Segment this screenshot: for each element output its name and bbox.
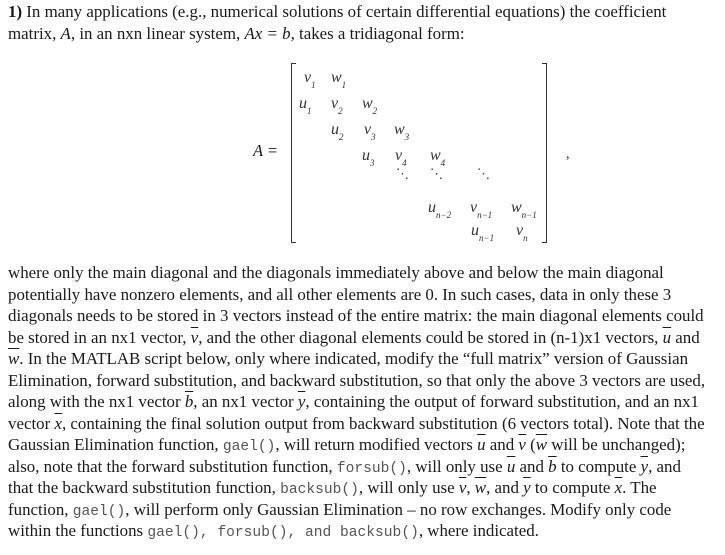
body-line: potentially have nonzero elements, and all other elements are 0. In such cases, data in only these 3 [8, 284, 672, 304]
matrix-entry: $w_3$ [394, 121, 410, 143]
matrix-entry: $w_1$ [331, 69, 347, 91]
body-line: Gaussian Elimination function, gael(), will return modified vectors $\overline{u}$ and $\overline{v}$ ($\overline{w}$ will be unchanged); [8, 435, 686, 455]
matrix-entry: $w_{n-1}$ [511, 199, 537, 221]
body-line: vector $\overline{x}$, containing the final solution output from backward substitution (6 vectors total). Note that the [8, 413, 705, 433]
body-paragraph [8, 262, 705, 542]
matrix-bracket-right [542, 63, 547, 243]
vector-u: $\overline{u}$ [662, 327, 672, 347]
intro-line-2: matrix, A, in an nxn linear system, Ax = b, takes a tridiagonal form: [8, 23, 465, 43]
matrix-entry: $v_{n-1}$ [470, 199, 493, 221]
matrix-entry: $u_{n-2}$ [428, 199, 452, 221]
body-line: be stored in an nx1 vector, $\overline{v}$, and the other diagonal elements could be stored in (n-1)x1 vectors, $\overline{u}$ and [8, 327, 700, 347]
matrix-entry: $v_n$ [516, 222, 528, 244]
body-line: that the backward substitution function, backsub(), will only use $\overline{v}$, $\overline{w}$, and $\overline{y}$ to compute $\overline{x}$. The [8, 478, 657, 498]
matrix-entry: $u_{n-1}$ [471, 222, 495, 244]
diagonal-dots: ⋱ [477, 166, 490, 181]
body-line: $\overline{w}$. In the MATLAB script below, only where indicated, modify the “full matrix” version of Gaussian [8, 349, 689, 368]
body-line: within the functions gael(), forsub(), and backsub(), where indicated. [8, 521, 539, 541]
vector-v: $\overline{v}$ [190, 327, 199, 347]
body-line: also, note that the forward substitution function, forsub(), will only use $\overline{u}$ and $\overline{b}$ to compute $\overline{y}$, and [8, 456, 681, 477]
matrix-entry: $v_1$ [304, 69, 316, 91]
vector-w: $\overline{w}$ [8, 349, 20, 368]
body-line: diagonals needs to be stored in 3 vectors instead of the entire matrix: the main diagonal elements could [8, 306, 704, 325]
matrix-entry: $u_1$ [299, 95, 312, 117]
problem-number: 1) [8, 2, 23, 21]
matrix-entry: $w_4$ [430, 147, 446, 169]
system-equation: Ax = b [244, 23, 291, 43]
matrix-label: A = [253, 141, 279, 160]
matrix-entry: $v_3$ [364, 121, 376, 143]
body-line: along with the nx1 vector $\overline{b}$, an nx1 vector $\overline{y}$, containing the output of forward substitution, and an nx1 [8, 392, 699, 411]
vector-y: $\overline{y}$ [297, 392, 306, 411]
code-backsub: backsub() [280, 482, 359, 498]
code-gael: gael() [222, 439, 276, 455]
matrix-entry: $v_2$ [331, 95, 343, 117]
matrix-entry: $v_4$ [395, 147, 407, 169]
diagonal-dots: ⋱ [430, 166, 443, 181]
matrix-entry: $u_3$ [362, 147, 375, 169]
matrix-entry: $u_2$ [331, 121, 344, 143]
code-forsub: forsub() [336, 460, 407, 477]
body-line: where only the main diagonal and the diagonals immediately above and below the main diagonal [8, 263, 664, 282]
body-line: Elimination, forward substitution, and backward substitution, so that only the above 3 vectors are used, [8, 370, 706, 390]
matrix-trailing-comma: , [566, 147, 570, 162]
vector-b: $\overline{b}$ [184, 392, 194, 411]
intro-line-1: 1) In many applications (e.g., numerical solutions of certain differential equations) the coefficient [8, 2, 667, 21]
intro-paragraph [8, 1, 666, 44]
diagonal-dots: ⋱ [396, 166, 409, 181]
code-functions: gael(), forsub(), and backsub() [147, 525, 419, 541]
matrix-bracket-left [291, 63, 296, 243]
matrix-entry: $w_2$ [362, 95, 378, 117]
code-gael: gael() [72, 503, 126, 520]
body-line: function, gael(), will perform only Gaussian Elimination – no row exchanges. Modify only code [8, 499, 672, 520]
vector-x: $\overline{x}$ [54, 413, 62, 433]
